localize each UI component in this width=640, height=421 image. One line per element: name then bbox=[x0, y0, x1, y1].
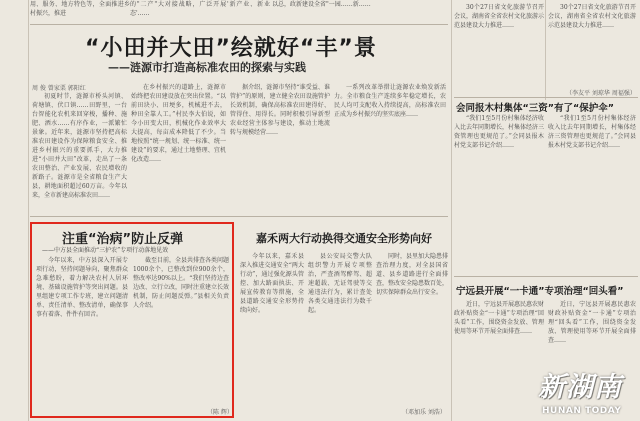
top-mid2-text: 以总，政新建设全省"一园……新…… bbox=[272, 1, 371, 8]
main-col-1: 初夏时节，涟源市桥头河镇、荷塘镇、伏口镇……田野里，一台台智能化农机来回穿梭，播种、施肥、洒水……有序作业，一派繁忙景象。近年来，涟源市坚持把高标准农田建设作为保障粮食安全、推进乡村振兴的重要抓手，大力推进“小田并大田”改革，走出了一条农田整治、产业发展、农民增收的新路子。涟源市是全省粮食生产大县，耕地面积超过60万亩。今年以来，全市新建高标准农田…… bbox=[32, 93, 127, 199]
main-col-4: 一系列改革举措让涟源农业焕发新活力。全市粮食生产连续多年稳定增长，农民人均可支配收入持续提高，高标准农田正成为乡村振兴的坚实底座…… bbox=[334, 84, 446, 118]
jiahe-author: （邓加乐 刘浩） bbox=[402, 409, 446, 416]
zhuzhong-author: （陈 辉） bbox=[207, 409, 233, 416]
zhuzhong-col-2: 截至目前，全县共排查各类问题1000余个，已整改到位900余个，整改率达90%以上。“我们坚持边查边改、立行立改，同时注重建立长效机制，防止问题反弹。”县相关负责人介绍。 bbox=[133, 257, 229, 309]
right-top-author: （李友平 刘琼华 周福强） bbox=[566, 90, 636, 97]
top-left-text: 用、服务、地方特色等，全面推进乡村振兴，推进 bbox=[30, 1, 130, 17]
rule bbox=[30, 24, 448, 25]
right-text-2a: 近日，宁远县开展惠民惠农财政补贴资金“一卡通”专项治理“回头看”工作，围绕资金发放、管理使用等环节开展全面排查…… bbox=[454, 301, 544, 335]
main-col-2: 在乡村振兴的道路上，涟源市始终把农田建设放在突出位置。“以前田块小、田埂多，机械进不去，种田全靠人工。”村民李大伯说，如今小田变大田，机械化作业效率大大提高，每亩成本降低了不少。当地按照“统一规划、统一标准、统一建设”的要求，通过土地整理、宜机化改造…… bbox=[131, 84, 226, 163]
main-headline: “小田并大田”绘就好“丰”景 bbox=[85, 36, 377, 61]
right-text-2b: 近日，宁远县开展惠民惠农财政补贴资金“一卡通”专项治理“回头看”工作，围绕资金发放、管理使用等环节开展全面排查…… bbox=[548, 301, 636, 344]
right-top-text-2: 30个27日省文化旅游节召开会议，湖南省全省农村文化旅游示范县建设大力推进…… bbox=[548, 4, 636, 29]
rule bbox=[454, 276, 638, 277]
jiahe-col-3: 同时，县里加大隐患排查治理力度，对全县国省道、县乡道路进行全面排查，整改安全隐患数百处，切实保障群众出行安全。 bbox=[376, 253, 448, 296]
logo-cn-text: 新湖南 bbox=[538, 372, 622, 403]
jiahe-title: 嘉禾两大行动换得交通安全形势向好 bbox=[256, 232, 432, 245]
main-subheadline: ——涟源市打造高标准农田的探索与实践 bbox=[108, 61, 306, 74]
jiahe-col-2: 县公安局交警大队组织警力开展专项整治，严查酒驾醉驾、超速超载、无证驾驶等交通违法行为，累计查处各类交通违法行为数千起。 bbox=[308, 253, 372, 314]
right-top-text: 30个27日省文化旅游节召开会议，湖南省全省农村文化旅游示范县建设大力推进…… bbox=[454, 4, 544, 29]
column-rule bbox=[28, 0, 29, 421]
column-rule bbox=[451, 0, 452, 421]
rule bbox=[30, 216, 448, 217]
right-title-1: 会同报木村集体“三资”有了“保护伞” bbox=[456, 103, 614, 114]
zhuzhong-subtitle: ——中方县全面推动“三护农”专项行动落地见效 bbox=[42, 247, 169, 254]
right-title-2: 宁远县开展“一卡通”专项治理“回头看” bbox=[456, 286, 624, 297]
logo-en-text: HUNAN TODAY bbox=[542, 406, 622, 416]
zhuzhong-col-1: 今年以来，中方县深入开展专项行动，坚持问题导向，聚焦群众急难愁盼，着力解决农村人居环境、基础设施管护等突出问题。县里组建专项工作专班，建立问题清单、责任清单、整改清单，确保事事有着落、件件有回音。 bbox=[36, 257, 128, 318]
rule bbox=[454, 97, 638, 98]
right-text-1a: “我们1至5月份村集体经济收入比去年同期增长，村集体经济三资管理也更规范了。”会同县报木村党支部书记介绍…… bbox=[454, 115, 544, 149]
top-mid-text: 的"二产"大对接战略，广泛开展'新产业、新业态'…… bbox=[130, 1, 270, 17]
column-rule bbox=[545, 0, 546, 100]
hunan-today-logo bbox=[538, 365, 638, 421]
main-byline: 周 俊 曾家栗 郭阳红 bbox=[32, 85, 86, 92]
right-text-1b: “我们1至5月份村集体经济收入比去年同期增长，村集体经济三资管理也更规范了。”会同县报木村党支部书记介绍…… bbox=[548, 115, 636, 149]
main-col-3: 据介绍，涟源市坚持“谁受益、谁管护”的原则，建立健全农田设施管护长效机制，确保高标准农田建得好、管得住、用得长。同时积极引导新型农业经营主体参与建设，推动土地流转与规模经营…… bbox=[230, 84, 330, 136]
zhuzhong-title: 注重“治病”防止反弹 bbox=[62, 232, 184, 247]
jiahe-col-1: 今年以来，嘉禾县深入推进交通安全“两大行动”，通过强化源头管控、加大路面执法、开展宣传教育等措施，全县道路交通安全形势持续向好。 bbox=[240, 253, 304, 314]
